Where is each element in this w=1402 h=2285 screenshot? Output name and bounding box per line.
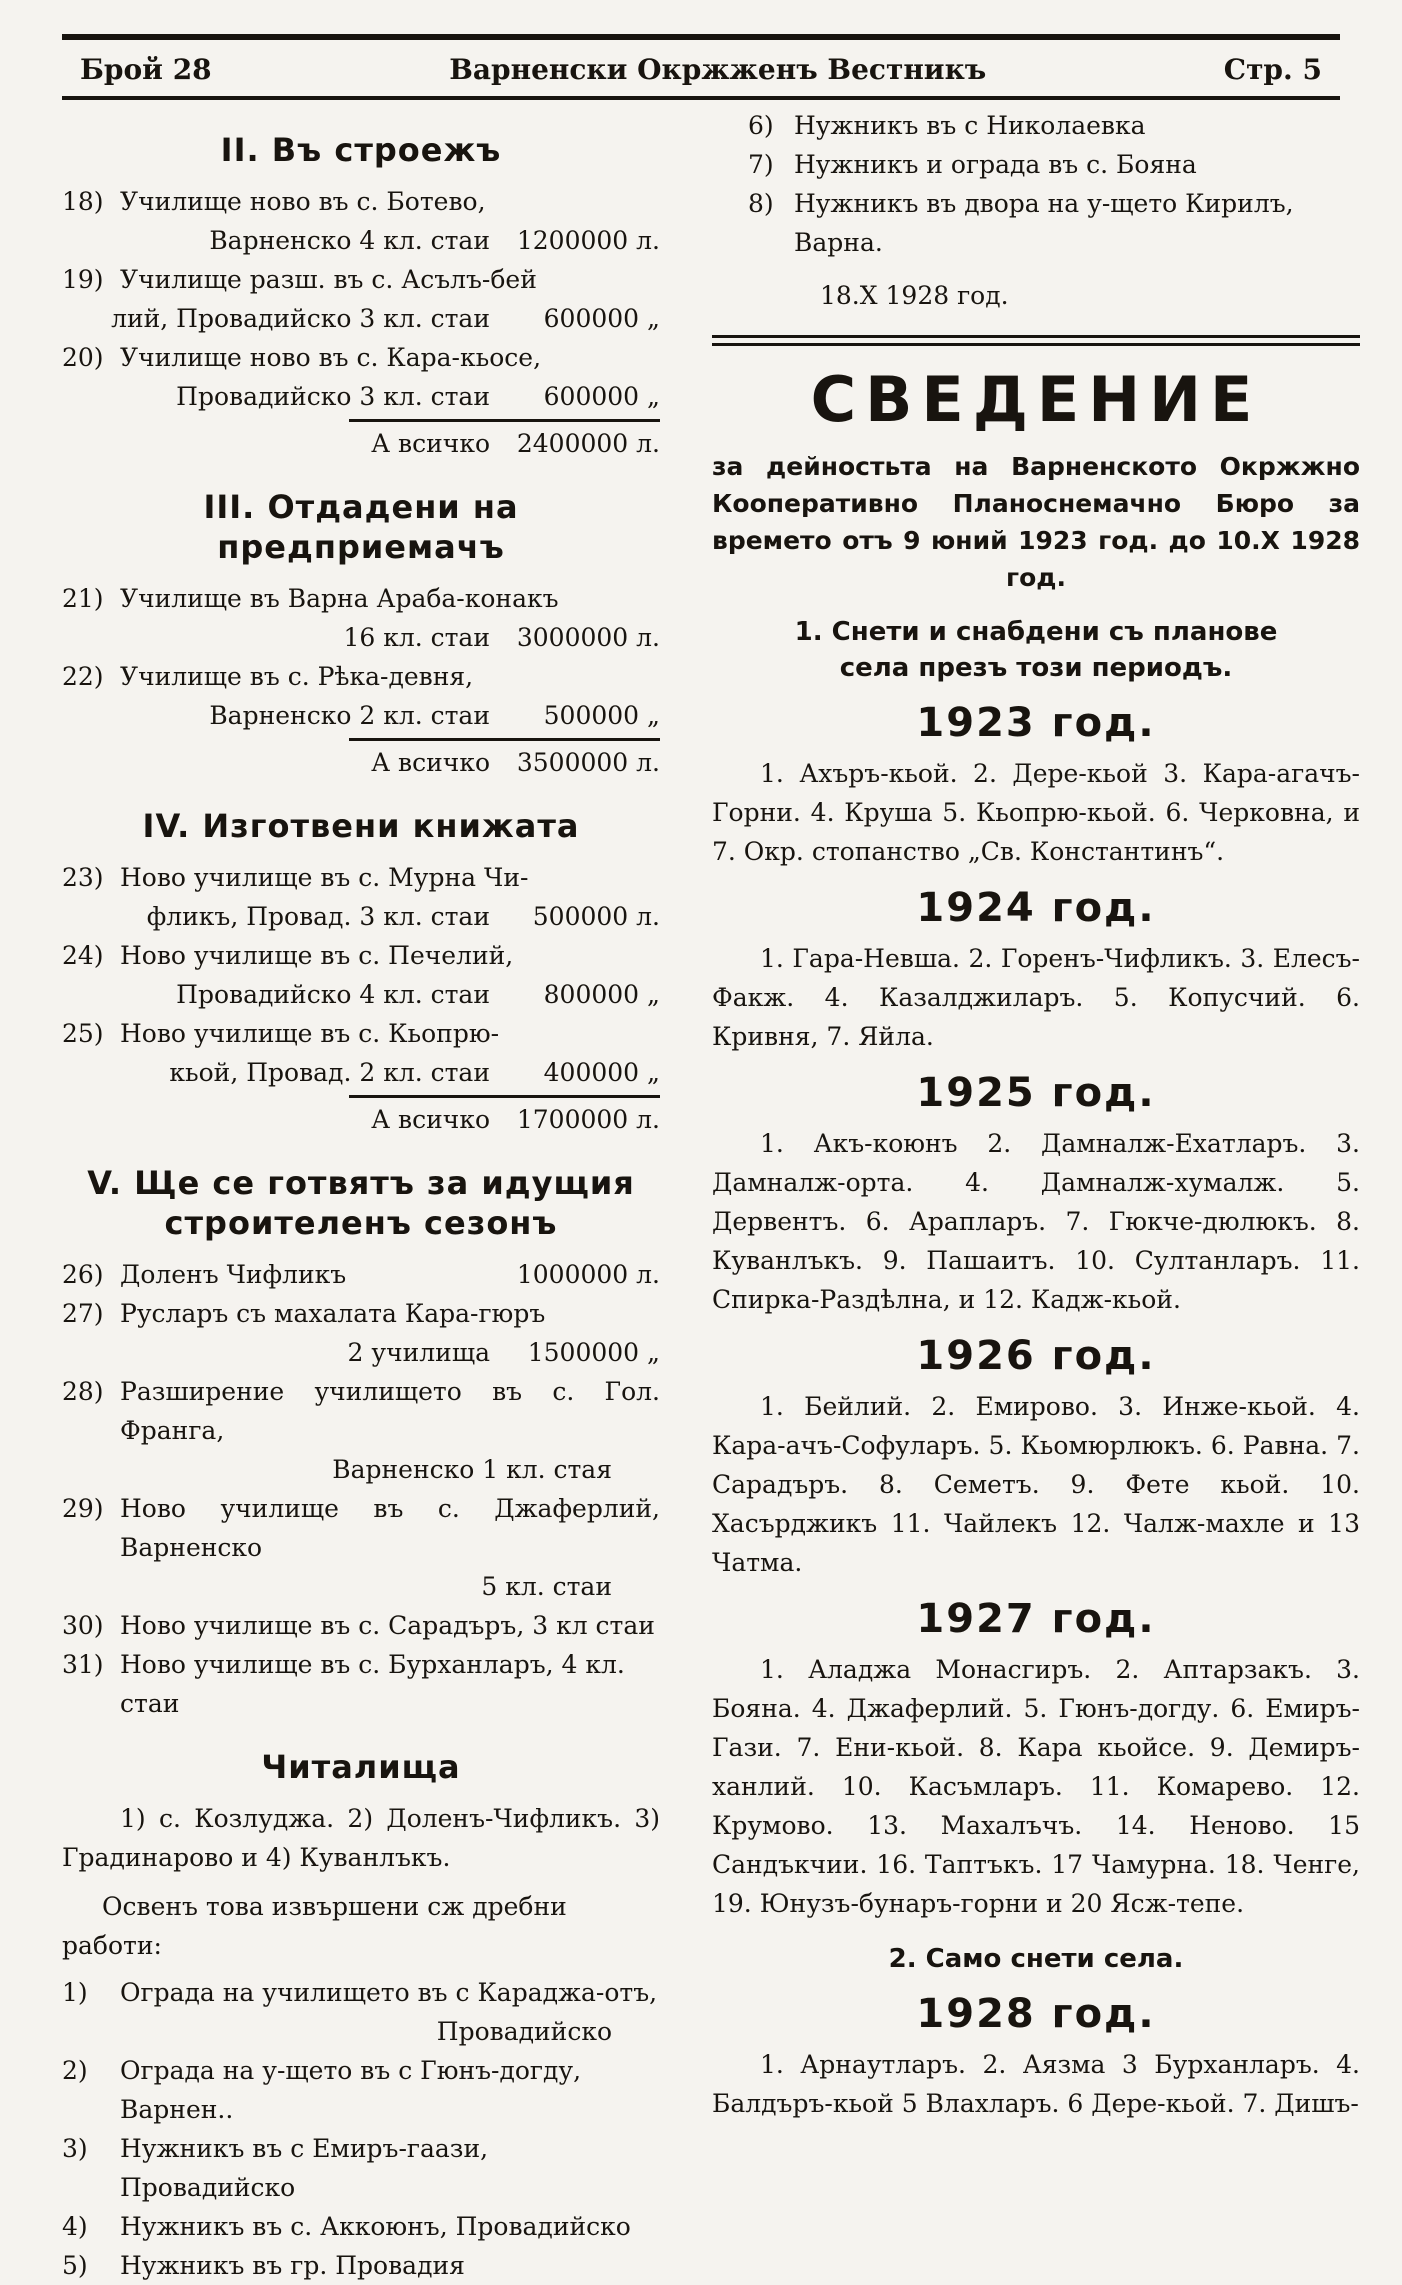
item-number: 21)	[62, 584, 104, 613]
item-number: 24)	[62, 941, 104, 970]
item-text: Нужникъ въ с Емиръ-гаази, Провадийско	[120, 2134, 489, 2202]
works-continued	[712, 106, 1360, 262]
list-item	[62, 2051, 660, 2129]
issue-number: Брой 28	[80, 53, 212, 86]
subsection-2-heading: 2. Само снети села.	[888, 1944, 1184, 1974]
list-item	[62, 1255, 660, 1294]
item-number: 28)	[62, 1377, 104, 1406]
item-continuation: Провадийско 3 кл. стаи	[176, 382, 490, 411]
total-amount: 1700000 л.	[516, 1105, 660, 1134]
item-number: 18)	[62, 187, 104, 216]
item-text: Училище ново въ с. Ботево,	[120, 187, 486, 216]
list-item	[62, 858, 660, 936]
chitalishta-text: 1) с. Козлуджа. 2) Доленъ-Чифликъ. 3) Градинарово и 4) Куванлъкъ.	[62, 1804, 660, 1872]
item-number: 3)	[62, 2134, 88, 2163]
masthead-rule	[62, 95, 1340, 100]
section-5-heading-line1: V. Ще се готвятъ за идущия	[87, 1164, 635, 1202]
item-text: Ново училище въ с. Мурна Чи-	[120, 863, 529, 892]
section-5-heading-line2: строителенъ сезонъ	[164, 1204, 558, 1242]
item-number: 26)	[62, 1260, 104, 1289]
article-separator-rule	[712, 335, 1360, 346]
columns	[62, 106, 1360, 2285]
item-number: 2)	[62, 2056, 88, 2085]
item-text: Ново училище въ с. Бурханларъ, 4 кл. стаи	[120, 1650, 625, 1718]
dateline: 18.X 1928 год.	[820, 281, 1009, 310]
chitalishta-heading: Читалища	[261, 1748, 461, 1786]
item-number: 6)	[748, 111, 774, 140]
item-amount: 500000 „	[543, 701, 660, 730]
year-heading-1925: 1925 год.	[916, 1070, 1156, 1116]
item-number: 22)	[62, 662, 104, 691]
page-number: Стр. 5	[1223, 53, 1322, 86]
item-continuation: 16 кл. стаи	[343, 623, 490, 652]
section-2-heading: II. Въ строежъ	[220, 131, 502, 169]
item-text: Ново училище въ с. Джаферлий, Варненско	[120, 1494, 660, 1562]
list-item	[712, 184, 1360, 262]
list-item	[62, 579, 660, 657]
article-subtitle: за дейностьта на Варненското Окржжно Кооперативно Планоснемачно Бюро за времето отъ 9 юний 1923 год. до 10.X 1928 год.	[712, 452, 1360, 592]
item-continuation: фликъ, Провад. 3 кл. стаи	[146, 902, 490, 931]
list-item	[62, 657, 660, 735]
item-continuation: лий, Провадийско 3 кл. стаи	[111, 304, 490, 333]
item-amount: 1500000 „	[527, 1338, 660, 1367]
section-5-heading	[62, 1163, 660, 1243]
item-text: Нужникъ и ограда въ с. Бояна	[794, 150, 1197, 179]
year-heading-1928: 1928 год.	[916, 1991, 1156, 2037]
year-list-1925: 1. Акъ-коюнъ 2. Дамналж-Ехатларъ. 3. Дамналж-орта. 4. Дамналж-хумалж. 5. Дервентъ. 6. Арапларъ. 7. Гюкче-дюлюкъ. 8. Куванлъкъ. 9. Пашаитъ. 10. Султанларъ. 11. Спирка-Раздѣлна, и 12. Кадж-кьой.	[712, 1129, 1360, 1314]
list-item	[62, 2246, 660, 2285]
left-column	[62, 106, 660, 2285]
item-continuation: Варненско 4 кл. стаи	[209, 226, 490, 255]
list-item	[62, 1489, 660, 1606]
item-amount: 500000 л.	[532, 902, 660, 931]
list-item	[712, 145, 1360, 184]
item-amount: 600000 „	[543, 382, 660, 411]
item-number: 29)	[62, 1494, 104, 1523]
year-list-1927: 1. Аладжа Монасгиръ. 2. Аптарзакъ. 3. Бояна. 4. Джаферлий. 5. Гюнъ-догду. 6. Емиръ-Гази. 7. Ени-кьой. 8. Кара кьойсе. 9. Демиръ-ханлий. 10. Касъмларъ. 11. Комарево. 12. Крумово. 13. Махалъчъ. 14. Неново. 15 Сандъкчии. 16. Таптъкъ. 17 Чамурна. 18. Ченге, 19. Юнузъ-бунаръ-горни и 20 Ясж-тепе.	[712, 1655, 1360, 1918]
list-item	[62, 1973, 660, 2051]
item-continuation: Провадийско	[436, 2017, 612, 2046]
list-item	[62, 338, 660, 416]
item-amount: 1000000 л.	[516, 1260, 660, 1289]
year-list-1928: 1. Арнаутларъ. 2. Аязма 3 Бурханларъ. 4. Балдъръ-кьой 5 Влахларъ. 6 Дере-кьой. 7. Дишъ-	[712, 2050, 1360, 2118]
total-label: А всичко	[371, 748, 490, 777]
item-continuation: 2 училища	[347, 1338, 490, 1367]
item-text: Ново училище въ с. Печелий,	[120, 941, 514, 970]
item-number: 27)	[62, 1299, 104, 1328]
works-note: Освенъ това извършени сж дребни работи:	[62, 1892, 567, 1960]
item-number: 7)	[748, 150, 774, 179]
right-column	[712, 106, 1360, 2285]
list-item	[62, 1606, 660, 1645]
item-amount: 400000 „	[543, 1058, 660, 1087]
item-number: 1)	[62, 1978, 88, 2007]
item-amount: 3000000 л.	[516, 623, 660, 652]
list-item	[712, 106, 1360, 145]
year-list-1926: 1. Бейлий. 2. Емирово. 3. Инже-кьой. 4. Кара-ачъ-Софуларъ. 5. Кьомюрлюкъ. 6. Равна. 7. Сарадъръ. 8. Семетъ. 9. Фете кьой. 10. Хасърджикъ 11. Чайлекъ 12. Чалж-махле и 13 Чатма.	[712, 1392, 1360, 1577]
total-rule	[349, 419, 660, 422]
item-text: Ново училище въ с. Кьопрю-	[120, 1019, 500, 1048]
item-number: 31)	[62, 1650, 104, 1679]
newspaper-title: Варненски Окржженъ Вестникъ	[449, 53, 987, 86]
year-list-1924: 1. Гара-Невша. 2. Горенъ-Чифликъ. 3. Елесъ-Факж. 4. Казалджиларъ. 5. Копусчий. 6. Кривня, 7. Яйла.	[712, 944, 1360, 1051]
item-number: 23)	[62, 863, 104, 892]
total-label: А всичко	[371, 429, 490, 458]
item-text: Училище въ с. Рѣка-девня,	[120, 662, 474, 691]
item-number: 30)	[62, 1611, 104, 1640]
item-amount: 1200000 л.	[516, 226, 660, 255]
item-continuation: Варненско 1 кл. стая	[332, 1455, 612, 1484]
list-item	[62, 1294, 660, 1372]
item-amount: 600000 „	[543, 304, 660, 333]
item-text: Русларъ съ махалата Кара-гюръ	[120, 1299, 546, 1328]
item-continuation: Варненско 2 кл. стаи	[209, 701, 490, 730]
section-4-heading: IV. Изготвени книжата	[142, 807, 580, 845]
year-heading-1926: 1926 год.	[916, 1333, 1156, 1379]
section-3-heading: III. Отдадени на предприемачъ	[203, 488, 519, 566]
item-continuation: Провадийско 4 кл. стаи	[176, 980, 490, 1009]
item-continuation: 5 кл. стаи	[481, 1572, 612, 1601]
masthead	[62, 48, 1340, 95]
subsection-1-heading: 1. Снети и снабдени съ планове села презъ този периодъ.	[794, 617, 1278, 683]
item-number: 4)	[62, 2212, 88, 2241]
item-text: Разширение училището въ с. Гол. Франга,	[120, 1377, 660, 1445]
article-title: СВЕДЕНИЕ	[810, 363, 1262, 436]
total-amount: 3500000 л.	[516, 748, 660, 777]
item-text: Нужникъ въ с. Аккоюнъ, Провадийско	[120, 2212, 631, 2241]
year-list-1923: 1. Ахъръ-кьой. 2. Дере-кьой 3. Кара-агачъ-Горни. 4. Круша 5. Кьопрю-кьой. 6. Черковна, и 7. Окр. стопанство „Св. Константинъ“.	[712, 759, 1360, 866]
list-item	[62, 182, 660, 260]
item-text: Ограда на училището въ с Караджа-отъ,	[120, 1978, 658, 2007]
total-rule	[349, 738, 660, 741]
item-text: Ново училище въ с. Сарадъръ, 3 кл стаи	[120, 1611, 655, 1640]
item-number: 5)	[62, 2251, 88, 2280]
item-number: 8)	[748, 189, 774, 218]
list-item	[62, 936, 660, 1014]
item-text: Нужникъ въ гр. Провадия	[120, 2251, 465, 2280]
item-text: Училище въ Варна Араба-конакъ	[120, 584, 559, 613]
item-continuation: кьой, Провад. 2 кл. стаи	[169, 1058, 490, 1087]
item-text: Ограда на у-щето въ с Гюнъ-догду, Варнен..	[120, 2056, 582, 2124]
item-text: Нужникъ въ двора на у-щето Кирилъ, Варна.	[794, 189, 1294, 257]
list-item	[62, 2129, 660, 2207]
year-heading-1923: 1923 год.	[916, 700, 1156, 746]
list-item	[62, 2207, 660, 2246]
section-3-total	[62, 743, 660, 782]
year-heading-1927: 1927 год.	[916, 1596, 1156, 1642]
list-item	[62, 1014, 660, 1092]
item-amount: 800000 „	[543, 980, 660, 1009]
list-item	[62, 260, 660, 338]
section-2-total	[62, 424, 660, 463]
total-rule	[349, 1095, 660, 1098]
item-text: Нужникъ въ с Николаевка	[794, 111, 1146, 140]
year-heading-1924: 1924 год.	[916, 885, 1156, 931]
item-text: Училище разш. въ с. Асълъ-бей	[120, 265, 537, 294]
list-item	[62, 1372, 660, 1489]
total-amount: 2400000 л.	[516, 429, 660, 458]
total-label: А всичко	[371, 1105, 490, 1134]
item-number: 25)	[62, 1019, 104, 1048]
top-rule	[62, 34, 1340, 40]
item-number: 19)	[62, 265, 104, 294]
item-text: Училище ново въ с. Кара-кьосе,	[120, 343, 542, 372]
item-number: 20)	[62, 343, 104, 372]
section-4-total	[62, 1100, 660, 1139]
list-item	[62, 1645, 660, 1723]
item-text: Доленъ Чифликъ	[120, 1260, 347, 1289]
